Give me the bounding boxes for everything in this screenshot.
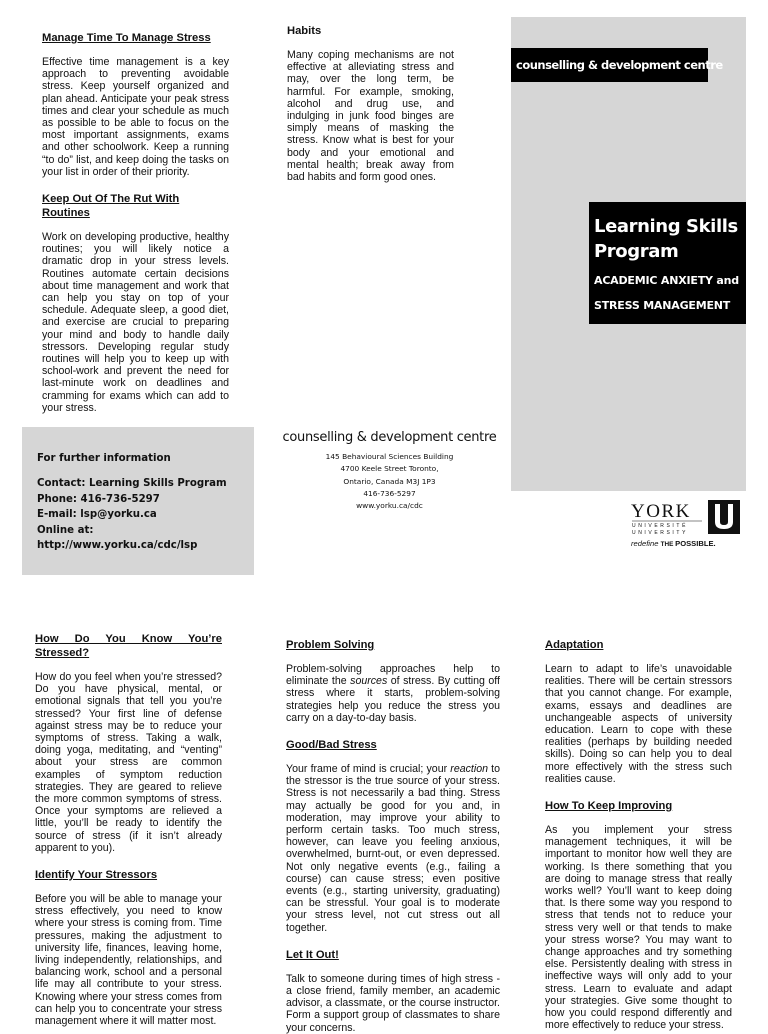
heading-stressed: How Do You Know You’re Stressed? [35, 633, 222, 659]
title-line1: Learning Skills [594, 216, 738, 237]
contact-phone: Phone: 416-736-5297 [37, 493, 160, 505]
body-problem-solving [286, 663, 500, 724]
address-line2: 4700 Keele Street Toronto, [340, 464, 439, 474]
goodbad-text-b: to the stressor is the true source of your stress. Stress is not necessarily a bad thing. Stress may actually be good for you and, in moderation, may improve your ability to perform certain tasks. Too much stress, however, can leave you feeling anxious, overwhelmed, burnt-out, or even depressed. Not only negative events (e.g., failing a course) can cause stress; even positive events (e.g., starting university, graduating) can be stressful. Your goal is to moderate your stress level, not cut stress out all together. [286, 763, 501, 934]
body-stressors: Before you will be able to manage your stress effectively, you need to know where your stress is coming from. Time pressures, making the adjustment to university life, finances, leaving home, living independently, relationships, and balancing work, school and a personal life may all contribute to your stress. Knowing where your stress comes from can help you to concentrate your stress management where it will matter most. [35, 893, 222, 1028]
heading-improving: How To Keep Improving [545, 800, 673, 813]
contact-email: E-mail: lsp@yorku.ca [37, 509, 157, 520]
contact-box [22, 427, 254, 575]
title-line2: Program [594, 241, 679, 262]
logo-wordmark: YORK [631, 501, 691, 522]
heading-habits: Habits [287, 25, 322, 37]
heading-routines: Keep Out Of The Rut With Routines [42, 193, 180, 220]
heading-problem-solving: Problem Solving [286, 639, 375, 651]
heading-manage-time: Manage Time To Manage Stress [42, 32, 211, 44]
problem-text-em: sources [350, 675, 388, 688]
body-adaptation: Learn to adapt to life’s unavoidable realities. There will be certain stressors that you cannot change. For example, exams, essays and deadlines are unchangeable aspects of university education. Learn to cope with these realities (perhaps by building needed skills). Doing so can help you to deal more effectively with the stress such realities cause. [545, 663, 732, 785]
logo-sub-top: UNIVERSITÉ [632, 523, 689, 529]
address-centre-name: counselling & development centre [282, 430, 497, 445]
body-routines: Work on developing productive, healthy routines; you will likely notice a dramatic drop in your stress levels. Routines automate certain decisions about time management and work that can help you stay on top of your schedule. Adequate sleep, a good diet, and exercise are crucial to preparing your mind and body to handle daily stressors. Developing regular study routines will help you to keep up with school-work and prevent the need for last-minute work on deadlines and cramming for exams which can add to your stress. [42, 231, 229, 414]
address-block [272, 430, 507, 512]
york-university-logo [630, 498, 744, 550]
problem-text-a: Problem-solving approaches help to eliminate the [286, 663, 500, 688]
address-line3: Ontario, Canada M3J 1P3 [343, 476, 436, 486]
logo-sub-bottom: UNIVERSITY [632, 530, 689, 536]
contact-online: Online at: http://www.yorku.ca/cdc/lsp [37, 524, 198, 551]
panel-adapt [545, 638, 732, 1032]
cover-panel [511, 17, 746, 491]
heading-good-bad: Good/Bad Stress [286, 739, 377, 752]
title-box [589, 202, 746, 324]
panel-manage-time [42, 31, 229, 427]
contact-heading: For further information [37, 453, 171, 464]
heading-stressors: Identify Your Stressors [35, 869, 158, 882]
panel-habits [287, 24, 454, 183]
subtitle-line1: ACADEMIC ANXIETY and [594, 274, 739, 287]
cover-centre-bar: counselling & development centre [511, 48, 708, 82]
subtitle-line2: STRESS MANAGEMENT [594, 299, 731, 312]
body-habits: Many coping mechanisms are not effective at alleviating stress and may, over the long term, be harmful. For example, smoking, alcohol and drug use, and indulging in junk food binges are simply means of masking the stress. Know what is best for your body and your emotional and mental health; break away from bad habits and form good ones. [287, 49, 454, 184]
logo-tagline [631, 539, 716, 548]
problem-text-b: of stress. By cutting off stress where it starts, problem-solving strategies help you reduce the stress you carry on a day-to-day basis. [286, 675, 500, 724]
body-manage-time: Effective time management is a key approach to preventing avoidable stress. Keep yourself organized and plan ahead. Anticipate your peak stress times and clear your schedule as much as possible to be able to focus on the most important assignments, exams and other schoolwork. Keep a running “to do” list, and keep doing the tasks on your list in order of their priority. [42, 56, 229, 178]
heading-adaptation: Adaptation [545, 639, 604, 651]
address-web: www.yorku.ca/cdc [356, 501, 423, 511]
goodbad-text-a: Your frame of mind is crucial; your [286, 763, 451, 776]
logo-tagline-possible: POSSIBLE. [675, 539, 716, 548]
heading-let-it-out: Let It Out! [286, 948, 339, 961]
body-let-it-out: Talk to someone during times of high stress - a close friend, family member, an academic advisor, a classmate, or the course instructor. Form a support group of classmates to share your concerns. [286, 972, 500, 1034]
logo-tagline-the: THE [660, 541, 676, 548]
body-good-bad [286, 763, 500, 934]
goodbad-text-em: reaction [450, 763, 488, 776]
panel-problem [286, 638, 501, 1034]
panel-stressed [35, 632, 222, 1028]
body-stressed: How do you feel when you’re stressed? Do you have physical, mental, or emotional signals that tell you you’re stressed? Your first line of defense against stress may be to reduce your symptoms of stress. Taking a walk, doing yoga, meditating, and “venting” about your stress are common examples of symptom reduction strategies. They are geared to relieve the more common symptoms of stress. Once your symptoms are relieved a little, you’ll be ready to identify the source of stress (if it isn’t already apparent to you). [35, 671, 222, 854]
contact-program: Contact: Learning Skills Program [37, 478, 227, 489]
address-phone: 416-736-5297 [363, 488, 416, 498]
logo-tagline-prefix: redefine [631, 539, 661, 548]
address-line1: 145 Behavioural Sciences Building [325, 452, 454, 461]
body-improving: As you implement your stress management techniques, it will be important to monitor how well they are working. Is there something that you are doing to manage stress that really works well? You’ll want to keep doing that. Is there some way you respond to stress that tends not to reduce your stress very well or that tends to make your stress worse? You may want to change approaches and try something else. Persistently dealing with stress in ineffective ways will only add to your stress. Learn to evaluate and adapt your strategies. Give some thought to how you could respond differently and more effectively to reduce your stress. [545, 824, 732, 1032]
